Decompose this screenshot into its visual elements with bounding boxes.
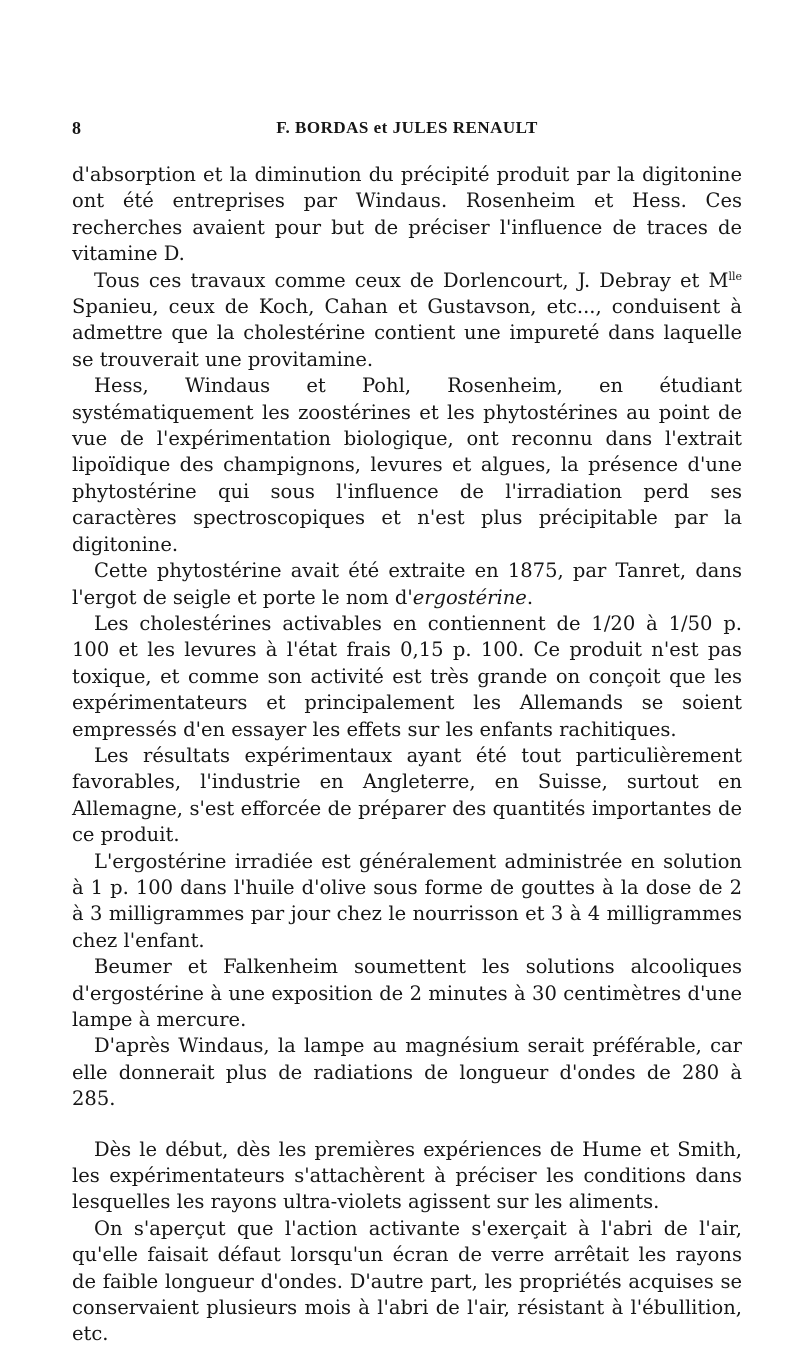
body-text (72, 162, 742, 1348)
page-number: 8 (72, 118, 81, 138)
paragraph-2-part-2: Spanieu, ceux de Koch, Cahan et Gustavson, etc..., conduisent à admettre que la cholestérine contient une impureté dans laquelle se trouverait une provitamine. (72, 295, 742, 371)
running-title: F. BORDAS et JULES RENAULT (276, 118, 538, 137)
paragraph-4-part-2: . (526, 585, 534, 609)
running-header (72, 118, 742, 148)
document-page (72, 118, 742, 1348)
paragraph-4 (72, 558, 742, 611)
paragraph-7: L'ergostérine irradiée est généralement administrée en solution à 1 p. 100 dans l'huile d'olive sous forme de gouttes à la dose de 2 à 3 milligrammes par jour chez le nourrisson et 3 à 4 milligrammes chez l'enfant. (72, 849, 742, 952)
paragraph-2 (72, 268, 742, 374)
paragraph-4-part-1: Cette phytostérine avait été extraite en 1875, par Tanret, dans l'ergot de seigle et porte le nom d' (72, 559, 742, 609)
paragraph-3: Hess, Windaus et Pohl, Rosenheim, en étudiant systématiquement les zoostérines et les phytostérines au point de vue de l'expérimentation biologique, ont reconnu dans l'extrait lipoïdique des champignons, levures et algues, la présence d'une phytostérine qui sous l'influence de l'irradiation perd ses caractères spectroscopiques et n'est plus précipitable par la digitonine. (72, 374, 742, 556)
paragraph-6: Les résultats expérimentaux ayant été tout particulièrement favorables, l'industrie en Angleterre, en Suisse, surtout en Allemagne, s'est efforcée de préparer des quantités importantes de ce produit. (72, 743, 742, 847)
paragraph-2-superscript: lle (728, 269, 742, 283)
paragraph-9: D'après Windaus, la lampe au magnésium serait préférable, car elle donnerait plus de radiations de longueur d'ondes de 280 à 285. (72, 1034, 742, 1111)
paragraph-8: Beumer et Falkenheim soumettent les solutions alcooliques d'ergostérine à une exposition de 2 minutes à 30 centimètres d'une lampe à mercure. (72, 955, 742, 1031)
paragraph-10: Dès le début, dès les premières expériences de Hume et Smith, les expérimentateurs s'attachèrent à préciser les conditions dans lesquelles les rayons ultra-violets agissent sur les aliments. (72, 1137, 742, 1214)
paragraph-5: Les cholestérines activables en contiennent de 1/20 à 1/50 p. 100 et les levures à l'état frais 0,15 p. 100. Ce produit n'est pas toxique, et comme son activité est très grande on conçoit que les expérimentateurs et principalement les Allemands se soient empressés d'en essayer les effets sur les enfants rachitiques. (72, 611, 742, 741)
paragraph-2-part-1: Tous ces travaux comme ceux de Dorlencourt, J. Debray et M (94, 268, 729, 292)
paragraph-11: On s'aperçut que l'action activante s'exerçait à l'abri de l'air, qu'elle faisait défaut lorsqu'un écran de verre arrêtait les rayons de faible longueur d'ondes. D'autre part, les propriétés acquises se conservaient plusieurs mois à l'abri de l'air, résistant à l'ébullition, etc. (72, 1216, 742, 1346)
paragraph-4-italic-term: ergostérine (412, 585, 527, 609)
paragraph-1: d'absorption et la diminution du précipité produit par la digitonine ont été entreprises par Windaus. Rosenheim et Hess. Ces recherches avaient pour but de préciser l'influence de traces de vitamine D. (72, 163, 742, 266)
